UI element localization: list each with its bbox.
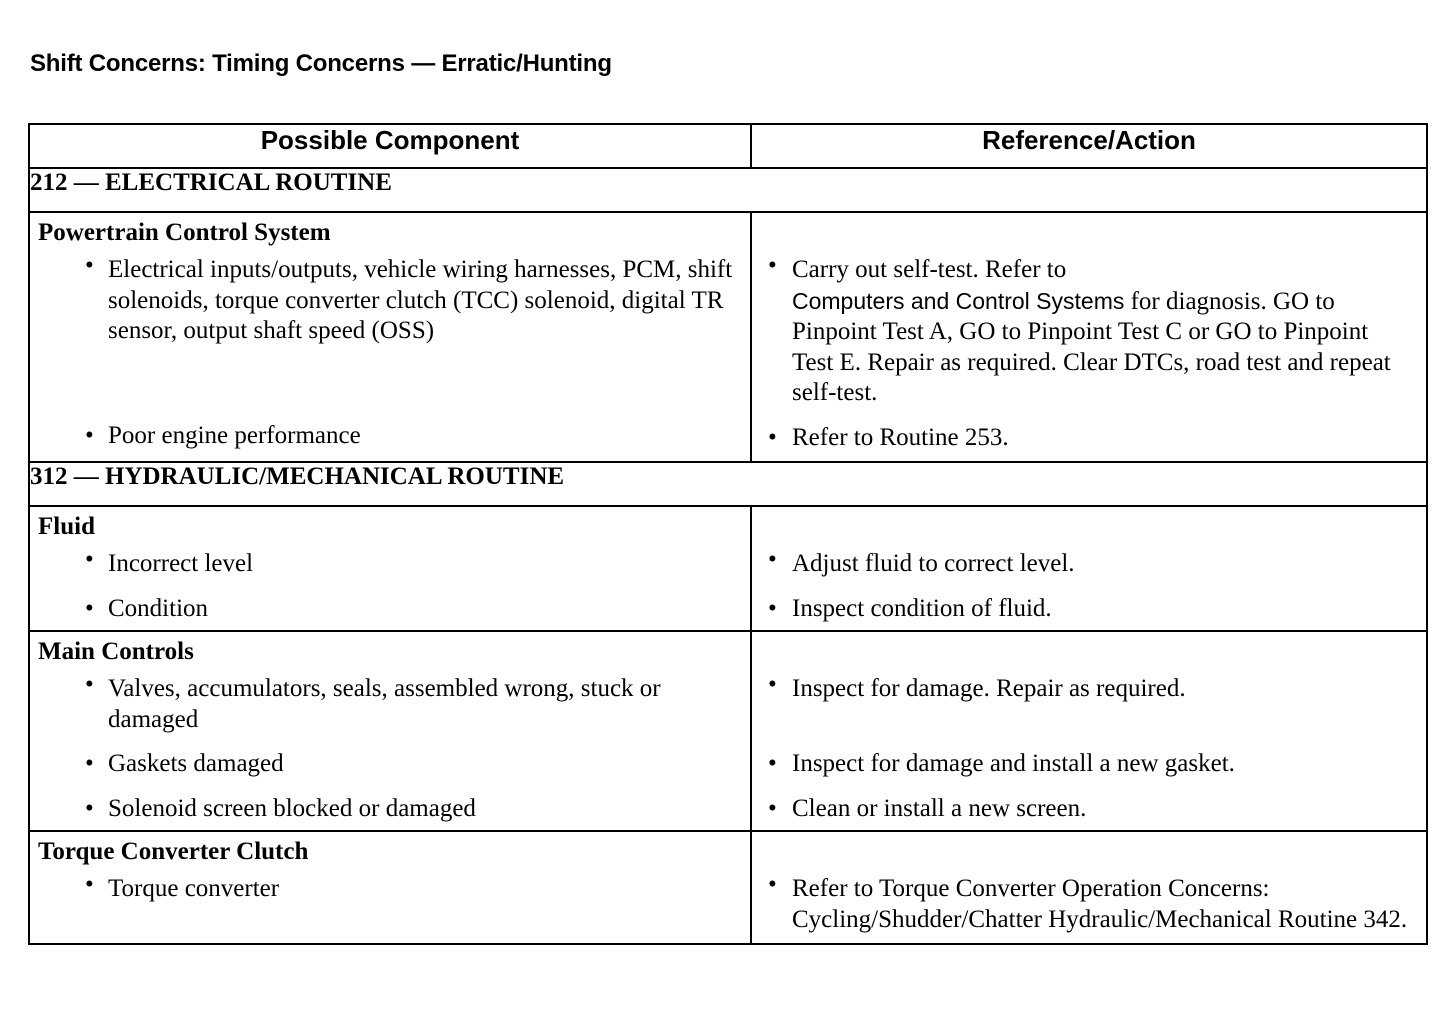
action-item-text: Inspect condition of fluid.	[792, 594, 1052, 622]
routine-label: 312 — HYDRAULIC/MECHANICAL ROUTINE	[29, 462, 1427, 506]
component-item-text: Electrical inputs/outputs, vehicle wiring harnesses, PCM, shift solenoids, torque converter clutch (TCC) solenoid, digital TR sensor, output shaft speed (OSS)	[108, 256, 733, 344]
action-item-text: Inspect for damage. Repair as required.	[792, 675, 1186, 702]
bullet-icon: •	[85, 871, 94, 898]
bullet-icon: •	[85, 750, 94, 777]
action-item-text: Inspect for damage and install a new gasket.	[792, 750, 1235, 777]
bullet-icon: •	[85, 594, 94, 622]
action-item	[752, 794, 1426, 825]
bullet-icon: •	[768, 871, 777, 898]
action-item	[752, 251, 1426, 409]
diagnostic-table	[28, 123, 1428, 945]
column-header-action: Reference/Action	[751, 124, 1427, 168]
action-item	[752, 594, 1426, 625]
action-item	[752, 670, 1426, 705]
component-cell	[29, 212, 751, 462]
bullet-icon: •	[768, 750, 777, 777]
action-cell	[751, 212, 1427, 462]
component-group-row	[29, 506, 1427, 631]
routine-row	[29, 168, 1427, 212]
component-item	[30, 251, 750, 347]
bullet-icon: •	[768, 594, 777, 622]
component-group-title: Powertrain Control System	[38, 219, 331, 246]
component-item	[30, 870, 750, 905]
routine-label: 212 — ELECTRICAL ROUTINE	[29, 168, 1427, 212]
action-item-text: diagnosis. GO to Pinpoint Test A, GO to Pinpoint Test C or GO to Pinpoint Test E. Repair as required. Clear DTCs, road test and repeat self-test.	[792, 287, 1391, 406]
bullet-icon: •	[85, 252, 94, 279]
component-item-text: Gaskets damaged	[108, 750, 284, 777]
component-group-title: Torque Converter Clutch	[38, 838, 309, 865]
page-title: Shift Concerns: Timing Concerns — Erratic/Hunting	[30, 50, 612, 77]
bullet-icon: •	[85, 794, 94, 822]
action-item-text: Clean or install a new screen.	[792, 794, 1087, 822]
component-item	[30, 749, 750, 780]
component-group-title: Fluid	[38, 513, 95, 540]
action-item-text: Carry out self-test. Refer to	[792, 256, 1067, 283]
action-item-text: Adjust fluid to correct level.	[792, 550, 1075, 577]
component-item	[30, 670, 750, 735]
component-item	[30, 545, 750, 580]
component-item-text: Solenoid screen blocked or damaged	[108, 794, 476, 822]
action-item-text: for	[1130, 287, 1160, 315]
component-item	[30, 594, 750, 625]
component-cell	[29, 506, 751, 631]
component-item-text: Condition	[108, 594, 209, 622]
action-cell	[751, 631, 1427, 831]
bullet-icon: •	[768, 671, 777, 698]
component-item-text: Poor engine performance	[108, 421, 361, 449]
action-cell	[751, 506, 1427, 631]
component-group-row	[29, 212, 1427, 462]
component-item-text: Torque converter	[108, 875, 280, 902]
action-item	[752, 545, 1426, 580]
action-item	[752, 870, 1426, 935]
bullet-icon: •	[85, 421, 94, 449]
action-item-text: Refer to Torque Converter Operation Concerns: Cycling/Shudder/Chatter Hydraulic/Mechanical Routine 342.	[792, 875, 1408, 933]
component-group-title: Main Controls	[38, 638, 194, 665]
action-item	[752, 423, 1426, 454]
component-item-text: Valves, accumulators, seals, assembled wrong, stuck or damaged	[108, 675, 661, 733]
column-header-component: Possible Component	[29, 124, 751, 168]
component-item	[30, 421, 750, 452]
manual-section-reference: Computers and Control Systems	[792, 287, 1125, 314]
component-cell	[29, 831, 751, 944]
component-cell	[29, 631, 751, 831]
header-row	[29, 124, 1427, 168]
action-item	[752, 749, 1426, 780]
action-item-text: Refer to Routine 253.	[792, 423, 1009, 451]
bullet-icon: •	[768, 794, 777, 822]
component-item	[30, 794, 750, 825]
bullet-icon: •	[768, 252, 777, 279]
routine-row	[29, 462, 1427, 506]
bullet-icon: •	[85, 546, 94, 573]
bullet-icon: •	[768, 423, 777, 451]
component-group-row	[29, 631, 1427, 831]
bullet-icon: •	[768, 546, 777, 573]
component-item-text: Incorrect level	[108, 550, 254, 577]
action-cell	[751, 831, 1427, 944]
bullet-icon: •	[85, 671, 94, 698]
component-group-row	[29, 831, 1427, 944]
